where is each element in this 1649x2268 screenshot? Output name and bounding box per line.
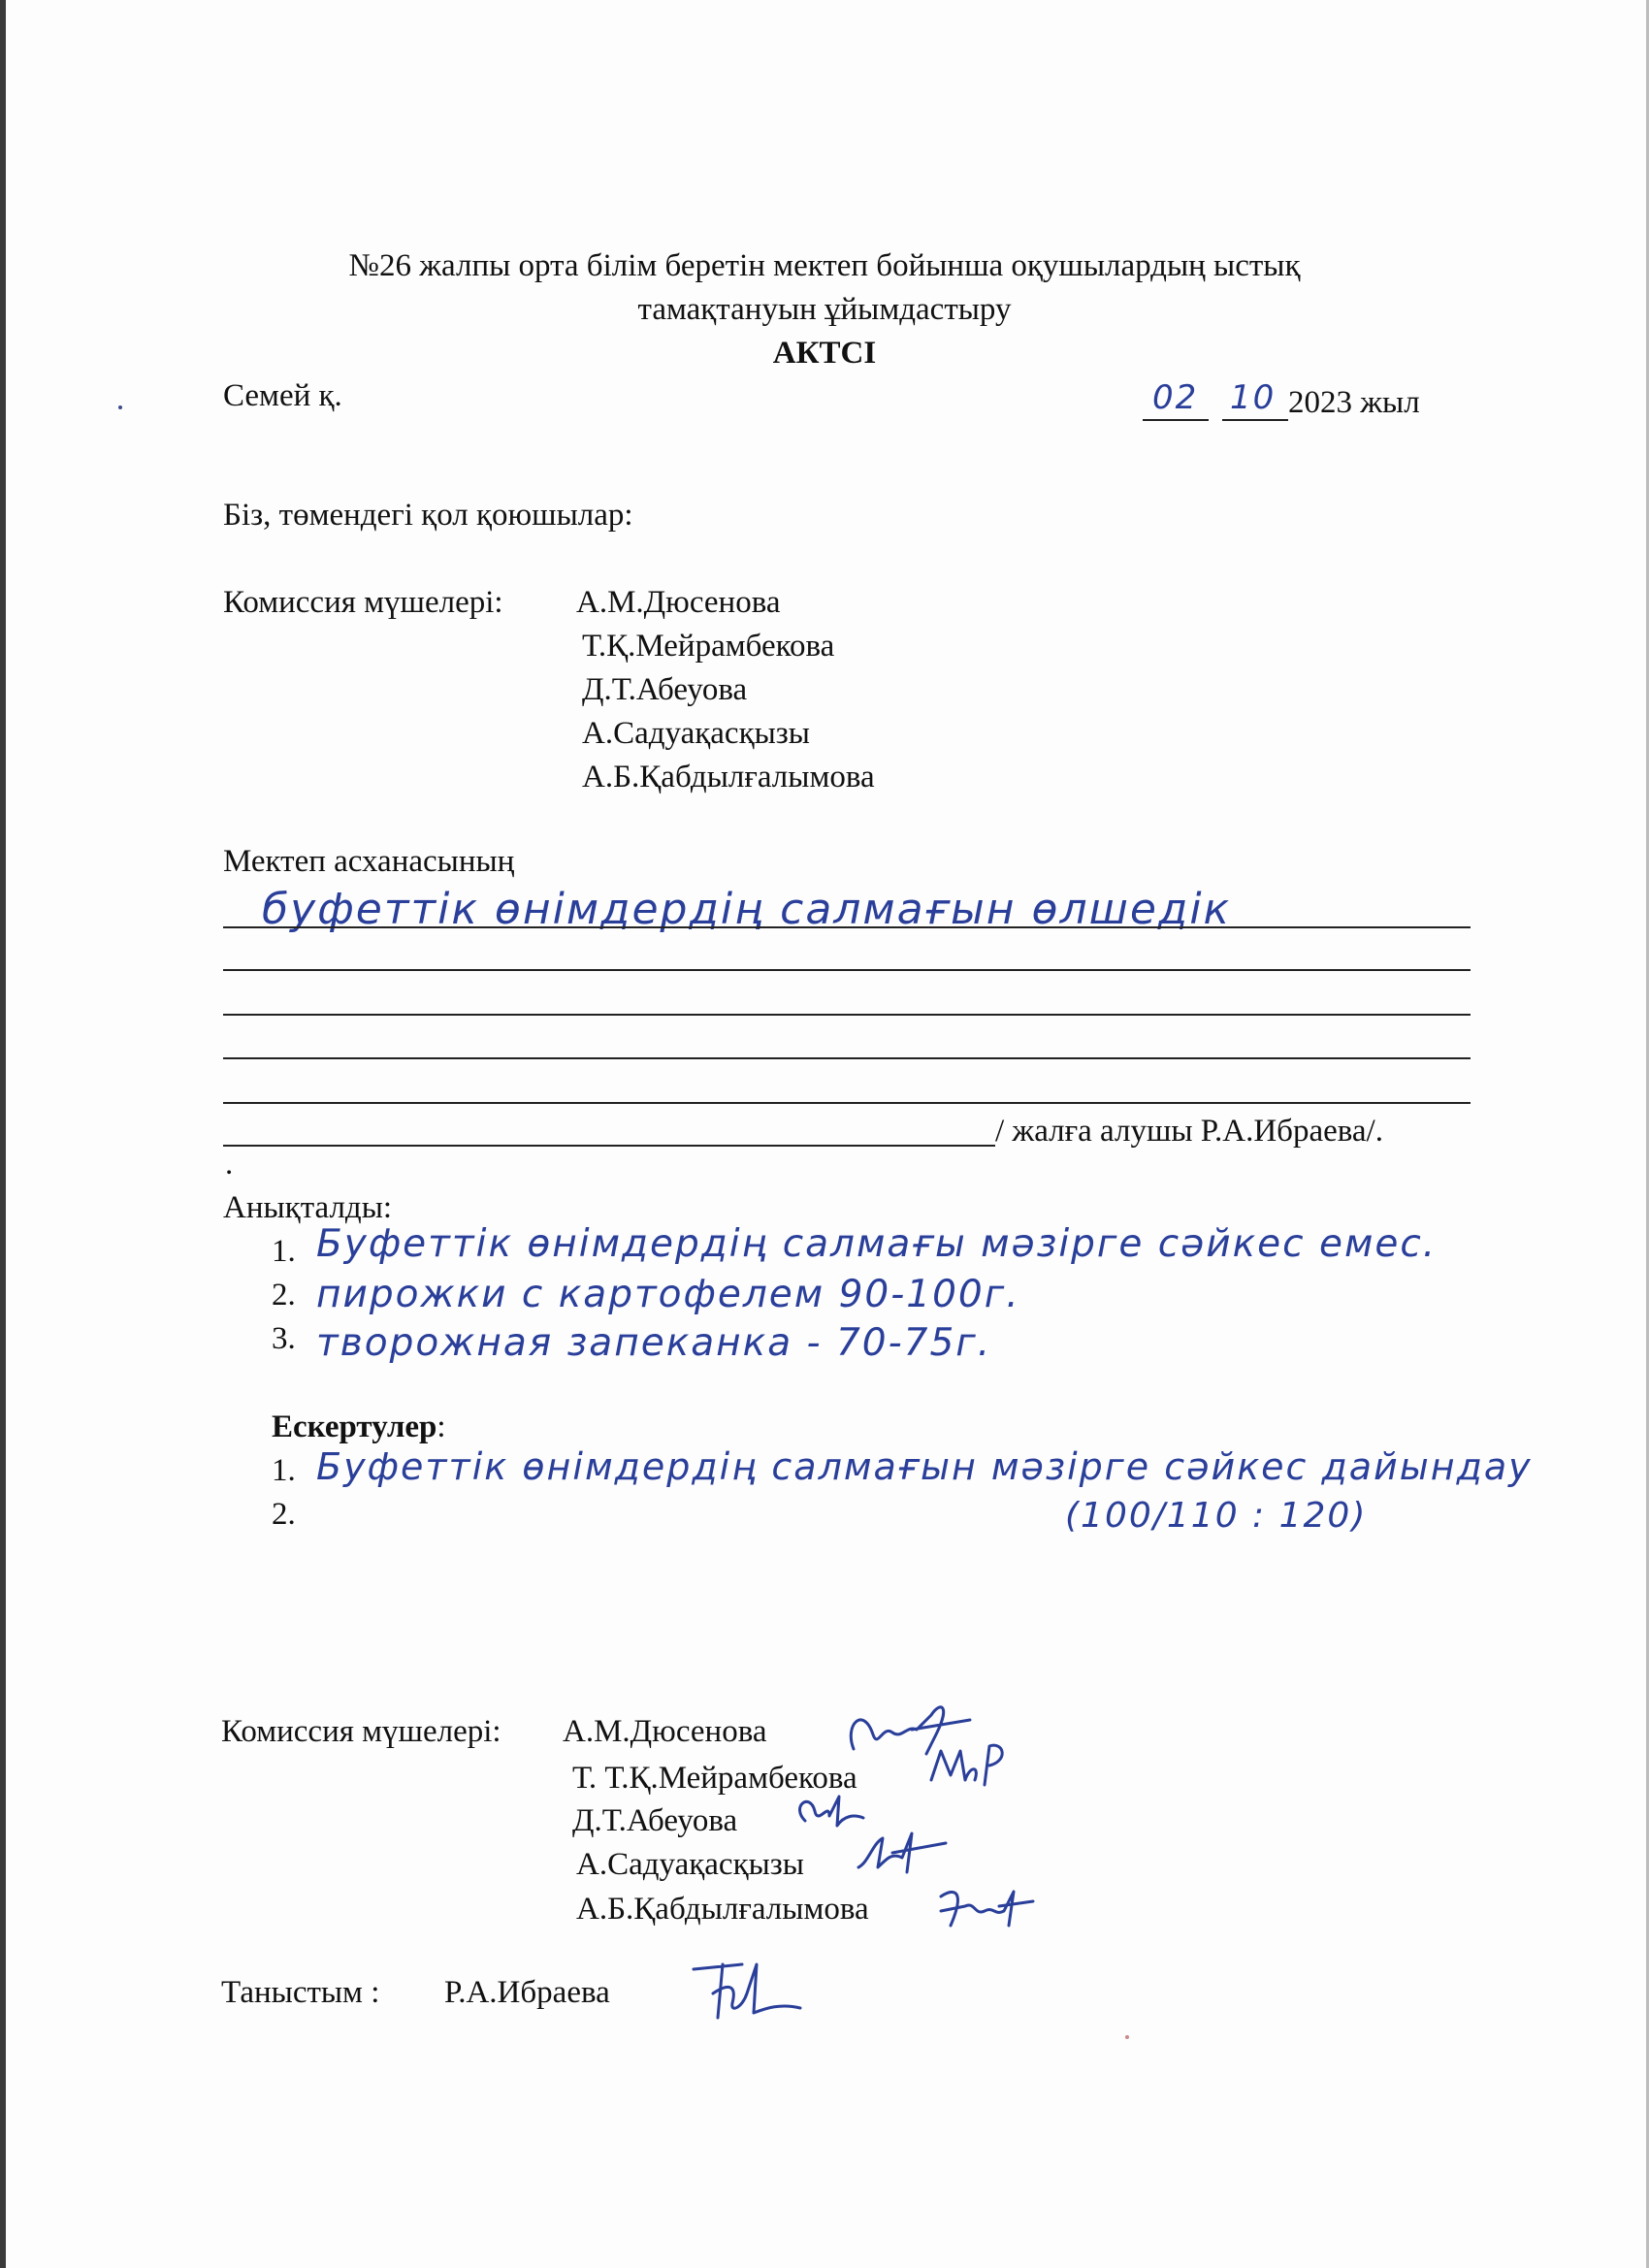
tenant-text: / жалға алушы Р.А.Ибраева/.	[995, 1114, 1383, 1149]
intro-text: Біз, төмендегі қол қоюшылар:	[223, 498, 633, 533]
acquainted-name: Р.А.Ибраева	[444, 1975, 610, 2010]
signatory-3: Д.Т.Абеуова	[572, 1803, 738, 1838]
commission-member-3: Д.Т.Абеуова	[582, 672, 748, 707]
remark-item-1-continued: (100/110 : 120)	[1065, 1496, 1368, 1536]
remarks-label-wrap	[272, 1408, 446, 1446]
commission-member-1: А.М.Дюсенова	[576, 585, 781, 620]
acquainted-label: Таныстым :	[221, 1975, 380, 2010]
stray-dot: .	[225, 1147, 234, 1182]
signatures-label: Комиссия мүшелері:	[221, 1714, 501, 1749]
date-month-underline	[1222, 419, 1288, 421]
commission-member-2: Т.Қ.Мейрамбекова	[582, 629, 835, 664]
remark-number-2: 2.	[272, 1497, 296, 1532]
place: Семей қ.	[223, 378, 342, 413]
remarks-colon: :	[436, 1409, 446, 1444]
remarks-label: Ескертулер	[272, 1409, 437, 1444]
finding-number-3: 3.	[272, 1321, 296, 1356]
signatory-4: А.Садуақасқызы	[576, 1847, 804, 1882]
signatory-1: А.М.Дюсенова	[563, 1714, 767, 1749]
form-line-2	[223, 969, 1471, 971]
signature-acquainted	[684, 1950, 810, 2027]
signature-2	[926, 1736, 1014, 1795]
signatory-5: А.Б.Қабдылғалымова	[576, 1892, 869, 1927]
finding-number-1: 1.	[272, 1234, 296, 1269]
form-line-1	[223, 926, 1471, 928]
stray-ink-dot	[118, 405, 122, 409]
title-act: АКТСІ	[772, 336, 877, 371]
form-line-5	[223, 1102, 1471, 1104]
signature-4	[854, 1824, 951, 1882]
remark-number-1: 1.	[272, 1453, 296, 1488]
signature-5	[931, 1877, 1038, 1935]
stray-mark	[1125, 2035, 1129, 2039]
title-line-1: №26 жалпы орта білім беретін мектеп бойынша оқушылардың ыстық	[348, 248, 1301, 283]
commission-label: Комиссия мүшелері:	[223, 585, 503, 620]
form-line-6	[223, 1145, 995, 1147]
commission-member-4: А.Садуақасқызы	[582, 716, 810, 751]
canteen-label: Мектеп асханасының	[223, 844, 515, 879]
finding-item-3: творожная запеканка - 70-75г.	[316, 1321, 992, 1365]
finding-item-1: Буфеттік өнімдердің салмағы мәзірге сәйкес емес.	[316, 1222, 1438, 1266]
date-day: 02	[1152, 378, 1199, 417]
canteen-handwritten-text: буфеттік өнімдердің салмағын өлшедік	[262, 885, 1232, 934]
date-day-underline	[1143, 419, 1209, 421]
commission-member-5: А.Б.Қабдылғалымова	[582, 760, 875, 794]
signatory-2: Т. Т.Қ.Мейрамбекова	[572, 1761, 857, 1796]
finding-number-2: 2.	[272, 1278, 296, 1312]
date-month: 10	[1230, 378, 1277, 417]
findings-label: Анықталды:	[223, 1190, 393, 1225]
date-year: 2023 жыл	[1288, 385, 1420, 420]
form-line-4	[223, 1057, 1471, 1059]
remark-item-1: Буфеттік өнімдердің салмағын мәзірге сәйкес дайындау	[316, 1445, 1533, 1488]
form-line-3	[223, 1014, 1471, 1016]
finding-item-2: пирожки с картофелем 90-100г.	[316, 1273, 1020, 1316]
title-line-2: тамақтануын ұйымдастыру	[637, 292, 1012, 327]
